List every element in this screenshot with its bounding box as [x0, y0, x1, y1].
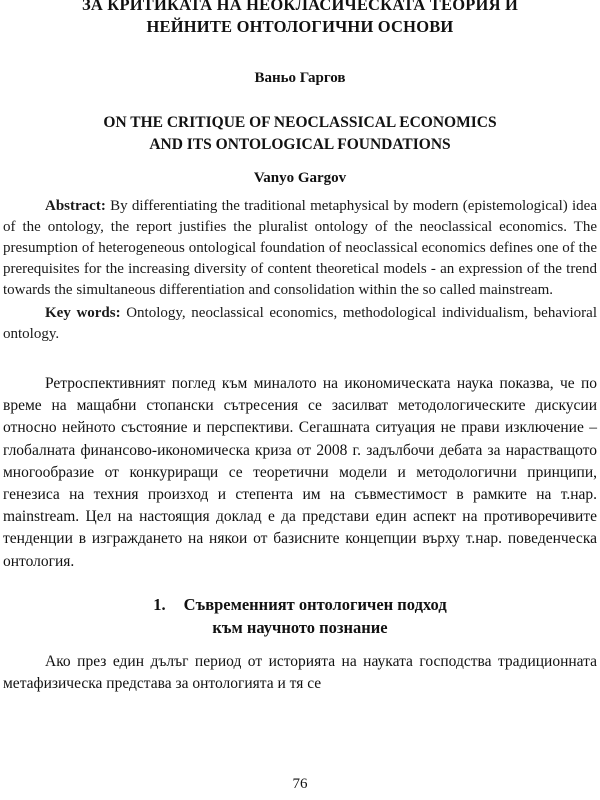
section-number: 1.: [153, 594, 166, 614]
author-name-bulgarian: Ваньо Гаргов: [254, 70, 346, 86]
paper-title-bulgarian-line2: НЕЙНИТЕ ОНТОЛОГИЧНИ ОСНОВИ: [146, 17, 454, 36]
paper-title-bulgarian: [3, 0, 597, 38]
abstract-label: Abstract:: [45, 198, 106, 214]
paper-title-english-line1: ON THE CRITIQUE OF NEOCLASSICAL ECONOMICS: [103, 114, 497, 131]
section-title-line2: към научното познание: [212, 617, 388, 637]
paper-title-english-line2: AND ITS ONTOLOGICAL FOUNDATIONS: [149, 136, 451, 153]
section-title-line1: Съвременният онтологичен подход: [183, 594, 447, 614]
keywords-text: Ontology, neoclassical economics, methodological individualism, behavioral ontology.: [3, 305, 597, 342]
intro-paragraph: Ретроспективният поглед към миналото на икономическата наука показва, че по време на мащабни стопански сътресения се засилват методологическите дискусии относно нейното състояние и перспективи. Сегашната ситуация не прави изключение – глобалната финансово-икономическа криза от 2008 г. задълбочи дебата за нарастващото многообразие от конкуриращи се теоретични модели и методологични принципи, генезиса на техния произход и степента им на съвместимост в рамките на т.нар. mainstream. Цел на настоящия доклад е да представи един аспект на противоречивите тенденции в изграждането на някои от базисните концепции върху т.нар. поведенческа онтология.: [3, 375, 597, 570]
abstract: [3, 196, 597, 301]
section-paragraph: Ако през един дълъг период от историята на науката господства традиционната метафизическа представа за онтологията и тя се: [3, 652, 597, 693]
page-number: 76: [292, 776, 308, 792]
keywords: [3, 303, 597, 345]
section-heading: [3, 593, 597, 639]
paper-title-english: [3, 112, 597, 156]
paper-title-bulgarian-line1: ЗА КРИТИКАТА НА НЕОКЛАСИЧЕСКАТА ТЕОРИЯ И: [81, 0, 519, 14]
author-name-english: Vanyo Gargov: [253, 170, 347, 186]
keywords-label: Key words:: [45, 305, 121, 321]
abstract-text: By differentiating the traditional metaphysical by modern (epistemological) idea of the ontology, the report justifies the pluralist ontology of the neoclassical economics. The presumption of heterogeneous ontological foundation of neoclassical economics defines one of the prerequisites for the increasing diversity of content theoretical models - an expression of the trend towards the simultaneous differentiation and consolidation within the so called mainstream.: [3, 198, 597, 298]
